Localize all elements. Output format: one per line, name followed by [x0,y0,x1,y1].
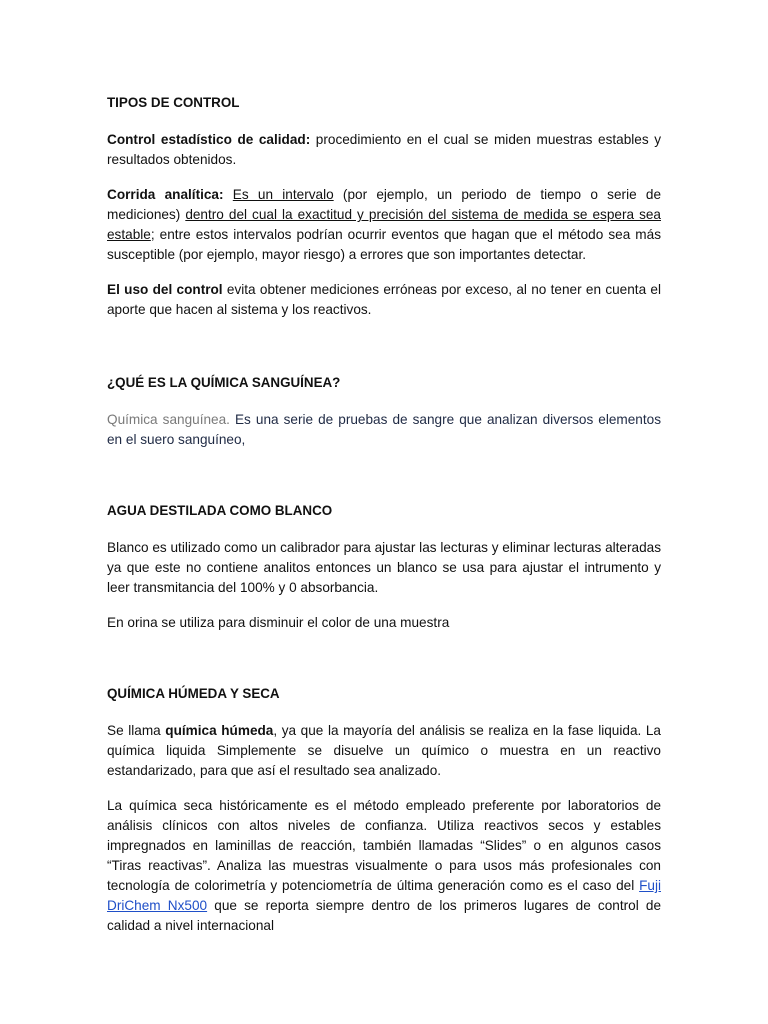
term-quimica-humeda: química húmeda [165,723,274,738]
paragraph-blanco: Blanco es utilizado como un calibrador para ajustar las lecturas y eliminar lecturas alteradas ya que este no contiene analitos entonces un blanco se usa para ajustar el intrumento y leer transmitancia del 100% y 0 absorbancia. [107,540,661,595]
paragraph-quimica-sanguinea [107,410,661,450]
term-uso-del-control: El uso del control [107,282,223,297]
heading-quimica-sanguinea: ¿QUÉ ES LA QUÍMICA SANGUÍNEA? [107,375,341,390]
document-body [107,93,661,936]
heading-quimica-humeda-seca: QUÍMICA HÚMEDA Y SECA [107,686,280,701]
text-quimica-sanguinea: Es una serie de pruebas de sangre que analizan diversos elementos en el suero sanguíneo, [107,412,661,447]
heading-tipos-de-control: TIPOS DE CONTROL [107,95,240,110]
paragraph-quimica-humeda [107,721,661,781]
text-quimica-seca: La química seca históricamente es el método empleado preferente por laboratorios de análisis clínicos con altos niveles de confianza. Utiliza reactivos secos y estables impregnados en laminillas de reacción, también llamadas “Slides” o en algunos casos “Tiras reactivas”. Analiza las muestras visualmente o para usos más profesionales con tecnología de colorimetría y potenciometría de última generación como es el caso del [107,798,661,893]
text-space [224,187,233,202]
paragraph-control-estadistico [107,130,661,170]
text-quimica-seca-rest: que se reporta siempre dentro de los primeros lugares de control de calidad a nivel internacional [107,898,662,933]
text-se-llama: Se llama [107,723,166,738]
text-control-estadistico: procedimiento en el cual se miden muestras estables y resultados obtenidos. [107,132,661,167]
paragraph-uso-del-control [107,280,661,320]
paragraph-corrida-analitica [107,185,661,265]
underlined-intervalo: Es un intervalo [232,187,334,202]
text-uso-del-control: evita obtener mediciones erróneas por exceso, al no tener en cuenta el aporte que hacen al sistema y los reactivos. [107,282,662,317]
text-quimica-humeda-rest: , ya que la mayoría del análisis se realiza en la fase liquida. La química liquida Simplemente se disuelve un químico o muestra en un reactivo estandarizado, para que así el resultado sea analizado. [107,723,661,778]
heading-agua-destilada: AGUA DESTILADA COMO BLANCO [107,503,333,518]
term-quimica-sanguinea: Química sanguínea. [107,412,230,427]
underlined-dentro-del-cual: dentro del cual la exactitud y precisión del sistema de medida se espera sea estable [107,207,661,242]
paragraph-orina: En orina se utiliza para disminuir el color de una muestra [107,615,450,630]
text-corrida-rest: ; entre estos intervalos podrían ocurrir eventos que hagan que el método sea más susceptible (por ejemplo, mayor riesgo) a errores que son importantes detectar. [107,227,661,262]
paragraph-quimica-seca [107,796,661,936]
term-corrida-analitica: Corrida analítica: [107,187,224,202]
link-fuji-drichem[interactable]: Fuji DriChem Nx500 [107,878,661,913]
text-corrida-mid: (por ejemplo, un periodo de tiempo o serie de mediciones) [107,187,662,222]
term-control-estadistico: Control estadístico de calidad: [107,132,311,147]
